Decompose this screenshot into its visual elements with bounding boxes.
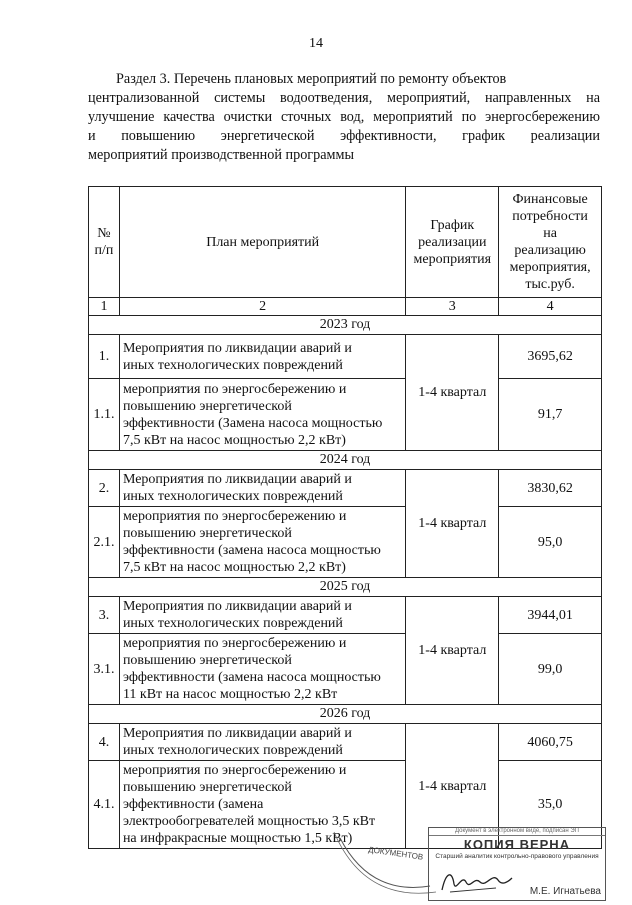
finance-value: 35,0 [499, 761, 602, 849]
stamp-main: КОПИЯ ВЕРНА [463, 837, 571, 852]
measure-description: мероприятия по энергосбережению и повышению энергетической эффективности (Замена насоса мощностью 7,5 кВт на насос мощностью 2,2 кВт) [119, 379, 405, 451]
finance-value: 99,0 [499, 634, 602, 705]
section-title [88, 70, 600, 165]
handwritten-signature [436, 862, 516, 900]
header-finance: Финансовые потребности на реализацию мероприятия, тыс.руб. [499, 187, 602, 298]
table-row [89, 634, 602, 705]
measure-description: мероприятия по энергосбережению и повышению энергетической эффективности (замена насоса мощностью 7,5 кВт на насос мощностью 2,2 кВт) [119, 507, 405, 578]
page-number: 14 [309, 36, 323, 51]
finance-value: 3944,01 [499, 597, 602, 634]
column-index: 4 [499, 298, 602, 316]
section-title-line: централизованной системы водоотведения, мероприятий, направленных на [88, 90, 600, 106]
schedule-cell: 1-4 квартал [406, 470, 499, 578]
year-label: 2025 год [89, 578, 602, 597]
row-number: 3. [89, 597, 120, 634]
stamp-header: Документ в электронном виде, подписан ЭП [429, 828, 605, 836]
round-seal-stamp [330, 828, 440, 898]
section-title-line: мероприятий производственной программы [88, 147, 354, 163]
schedule-cell: 1-4 квартал [406, 335, 499, 451]
row-number: 4. [89, 724, 120, 761]
row-number: 2.1. [89, 507, 120, 578]
table-row [89, 335, 602, 379]
row-number: 1. [89, 335, 120, 379]
year-row [89, 578, 602, 597]
column-index: 3 [406, 298, 499, 316]
column-index: 1 [89, 298, 120, 316]
measure-description: Мероприятия по ликвидации аварий и иных технологических повреждений [119, 335, 405, 379]
header-num: № п/п [89, 187, 120, 298]
row-number: 2. [89, 470, 120, 507]
finance-value: 3695,62 [499, 335, 602, 379]
year-label: 2026 год [89, 705, 602, 724]
row-number: 1.1. [89, 379, 120, 451]
table-row [89, 597, 602, 634]
measure-description: Мероприятия по ликвидации аварий и иных технологических повреждений [119, 724, 405, 761]
table-row [89, 507, 602, 578]
year-row [89, 316, 602, 335]
measure-description: Мероприятия по ликвидации аварий и иных технологических повреждений [119, 470, 405, 507]
finance-value: 91,7 [499, 379, 602, 451]
section-title-line: Раздел 3. Перечень плановых мероприятий по ремонту объектов [116, 71, 507, 87]
year-label: 2024 год [89, 451, 602, 470]
stamp-position: Старший аналитик контрольно-правового управления [435, 853, 599, 860]
schedule-cell: 1-4 квартал [406, 724, 499, 849]
finance-value: 4060,75 [499, 724, 602, 761]
row-number: 4.1. [89, 761, 120, 849]
section-title-line: и повышению энергетической эффективности, график реализации [88, 128, 600, 144]
measure-description: Мероприятия по ликвидации аварий и иных технологических повреждений [119, 597, 405, 634]
table-header-row [89, 187, 602, 298]
table-row [89, 724, 602, 761]
row-number: 3.1. [89, 634, 120, 705]
measure-description: мероприятия по энергосбережению и повышению энергетической эффективности (замена электрообогревателей мощностью 3,5 кВт на инфракрасные мощностью 1,5 кВт) [119, 761, 405, 849]
schedule-cell: 1-4 квартал [406, 597, 499, 705]
table-row [89, 379, 602, 451]
seal-text: ДОКУМЕНТОВ [367, 845, 424, 862]
year-row [89, 705, 602, 724]
measure-description: мероприятия по энергосбережению и повышению энергетической эффективности (замена насоса мощностью 11 кВт на насос мощностью 2,2 кВт [119, 634, 405, 705]
section-title-line: улучшение качества очистки сточных вод, мероприятий по энергосбережению [88, 109, 600, 125]
plan-table [88, 186, 602, 849]
stamp-signer-name: М.Е. Игнатьева [529, 886, 601, 897]
finance-value: 3830,62 [499, 470, 602, 507]
table-row [89, 470, 602, 507]
year-label: 2023 год [89, 316, 602, 335]
column-index-row [89, 298, 602, 316]
header-plan: План мероприятий [119, 187, 405, 298]
column-index: 2 [119, 298, 405, 316]
finance-value: 95,0 [499, 507, 602, 578]
header-schedule: График реализации мероприятия [406, 187, 499, 298]
year-row [89, 451, 602, 470]
